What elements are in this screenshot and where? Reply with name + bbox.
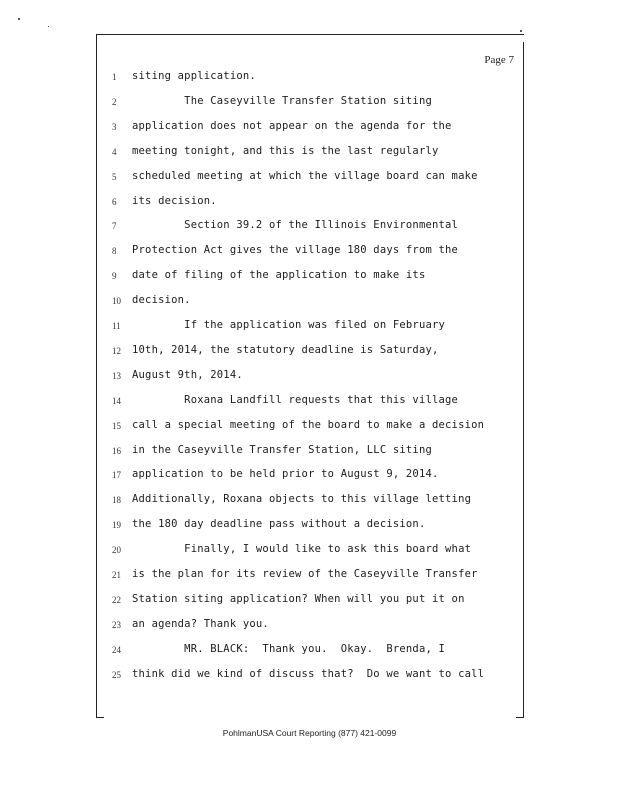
line-number: 10 (112, 296, 121, 307)
transcript-line (96, 543, 524, 563)
line-text: meeting tonight, and this is the last regularly (132, 144, 439, 157)
transcript-line (96, 518, 524, 538)
transcript-line (96, 468, 524, 488)
transcript-line (96, 344, 524, 364)
line-number: 21 (112, 570, 121, 580)
transcript-line (96, 219, 524, 239)
transcript-line (96, 294, 524, 314)
transcript-line (96, 170, 524, 190)
line-number: 8 (112, 246, 117, 257)
line-text: The Caseyville Transfer Station siting (132, 94, 432, 107)
transcript-line (96, 668, 524, 688)
line-number: 18 (112, 495, 121, 506)
line-text: August 9th, 2014. (132, 368, 243, 381)
line-number: 13 (112, 370, 121, 381)
line-number: 15 (112, 420, 121, 431)
line-number: 24 (112, 644, 121, 655)
line-number: 16 (112, 445, 121, 456)
line-number: 5 (112, 171, 117, 182)
line-text: Protection Act gives the village 180 days from the (132, 244, 459, 257)
scan-speck (48, 26, 49, 27)
line-text: date of filing of the application to make its (132, 269, 426, 282)
page-number-label: Page 7 (484, 54, 514, 66)
transcript-line (96, 444, 524, 464)
transcript-line (96, 568, 524, 588)
scan-speck (520, 30, 522, 32)
transcript-line (96, 419, 524, 439)
transcript-line (96, 120, 524, 140)
line-number: 19 (112, 520, 121, 531)
line-text: the 180 day deadline pass without a decision. (132, 518, 426, 531)
line-text: MR. BLACK: Thank you. Okay. Brenda, I (132, 642, 446, 655)
line-text: Finally, I would like to ask this board what (132, 543, 472, 556)
line-number: 25 (112, 669, 121, 680)
line-number: 4 (112, 146, 117, 157)
line-number: 14 (112, 395, 121, 406)
transcript-line (96, 70, 524, 90)
line-text: 10th, 2014, the statutory deadline is Saturday, (132, 343, 439, 356)
line-text: its decision. (132, 194, 217, 207)
line-text: decision. (132, 294, 191, 307)
transcript-line (96, 643, 524, 663)
transcript-line (96, 319, 524, 339)
line-text: Additionally, Roxana objects to this village letting (132, 493, 472, 506)
scan-speck (18, 18, 20, 20)
line-number: 20 (112, 545, 121, 556)
line-number: 22 (112, 594, 121, 605)
transcript-line (96, 493, 524, 513)
line-text: an agenda? Thank you. (132, 617, 269, 630)
line-text: Station siting application? When will you put it on (132, 592, 465, 605)
page-bottom-left-tick (96, 717, 104, 718)
line-text: in the Caseyville Transfer Station, LLC siting (132, 443, 432, 456)
transcript-line (96, 269, 524, 289)
line-text: application does not appear on the agenda for the (132, 119, 452, 132)
line-number: 17 (112, 470, 121, 481)
page-top-rule (96, 34, 524, 35)
transcript-line (96, 394, 524, 414)
line-text: siting application. (132, 70, 256, 82)
transcript-line (96, 593, 524, 613)
transcript-line (96, 145, 524, 165)
page-bottom-right-tick (516, 717, 524, 718)
transcript-line (96, 195, 524, 215)
line-text: call a special meeting of the board to make a decision (132, 418, 485, 431)
line-number: 2 (112, 96, 117, 107)
line-number: 7 (112, 221, 117, 232)
transcript-line (96, 95, 524, 115)
line-text: If the application was filed on February (132, 319, 446, 331)
transcript-line (96, 369, 524, 389)
transcript-line (96, 244, 524, 264)
line-number: 11 (112, 321, 121, 331)
line-text: think did we kind of discuss that? Do we want to call (132, 667, 485, 680)
transcript-page (96, 34, 524, 718)
line-text: scheduled meeting at which the village board can make (132, 169, 478, 182)
line-text: Roxana Landfill requests that this village (132, 393, 459, 406)
line-number: 6 (112, 196, 117, 207)
line-text: application to be held prior to August 9, 2014. (132, 468, 439, 481)
line-text: Section 39.2 of the Illinois Environmental (132, 219, 459, 232)
line-number: 12 (112, 345, 121, 356)
line-number: 9 (112, 271, 117, 282)
line-number: 23 (112, 619, 121, 630)
line-number: 3 (112, 121, 117, 132)
transcript-line (96, 618, 524, 638)
line-text: is the plan for its review of the Caseyville Transfer (132, 568, 478, 580)
line-number: 1 (112, 72, 117, 82)
court-reporter-footer: PohlmanUSA Court Reporting (877) 421-0099 (222, 728, 397, 738)
